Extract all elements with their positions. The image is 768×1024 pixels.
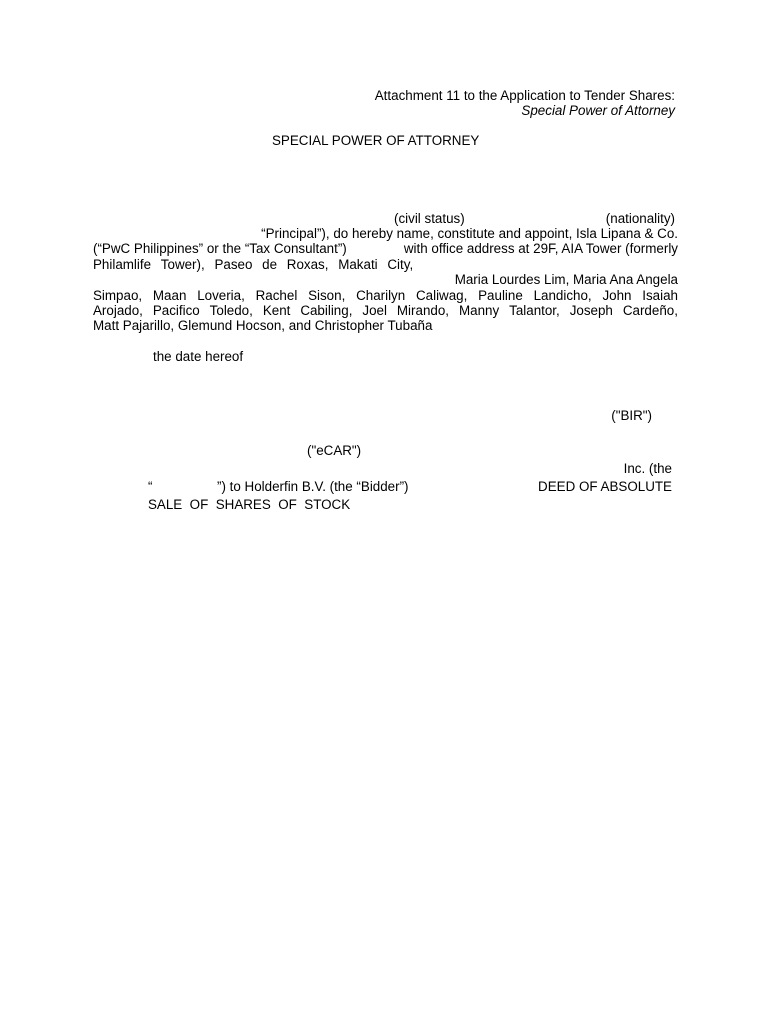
date-hereof-text: the date hereof	[153, 349, 244, 364]
open-quote-text: “	[148, 479, 153, 494]
principal-line: “Principal”), do hereby name, constitute and appoint, Isla Lipana & Co.	[261, 226, 678, 241]
ecar-text: ("eCAR")	[307, 443, 362, 458]
civil-status-label: (civil status)	[394, 211, 465, 226]
names-line-3: Matt Pajarillo, Glemund Hocson, and Christopher Tubaña	[93, 318, 433, 333]
names-line-2: Arojado, Pacifico Toledo, Kent Cabiling, Joel Mirando, Manny Talantor, Joseph Cardeño,	[93, 303, 678, 318]
maria-line: Maria Lourdes Lim, Maria Ana Angela	[454, 272, 678, 287]
office-address-text-part: with office address at 29F, AIA Tower (formerly	[403, 241, 678, 256]
pwc-line	[93, 241, 678, 257]
holderfin-text: ”) to Holderfin B.V. (the “Bidder”)	[217, 479, 409, 494]
attachment-line: Attachment 11 to the Application to Tender Shares:	[374, 88, 675, 103]
deed-text: DEED OF ABSOLUTE	[538, 479, 672, 494]
document-title: SPECIAL POWER OF ATTORNEY	[272, 133, 480, 148]
attachment-subtitle: Special Power of Attorney	[521, 103, 675, 118]
sale-shares-text: SALE OF SHARES OF STOCK	[148, 497, 351, 512]
nationality-label: (nationality)	[605, 211, 675, 226]
names-line-1: Simpao, Maan Loveria, Rachel Sison, Charilyn Caliwag, Pauline Landicho, John Isaiah	[93, 288, 678, 303]
philamlife-line: Philamlife Tower), Paseo de Roxas, Makati City,	[93, 257, 414, 272]
pwc-text-part: (“PwC Philippines” or the “Tax Consultant”)	[93, 241, 347, 256]
bir-text: ("BIR")	[611, 408, 652, 423]
inc-the-text: Inc. (the	[623, 461, 672, 476]
